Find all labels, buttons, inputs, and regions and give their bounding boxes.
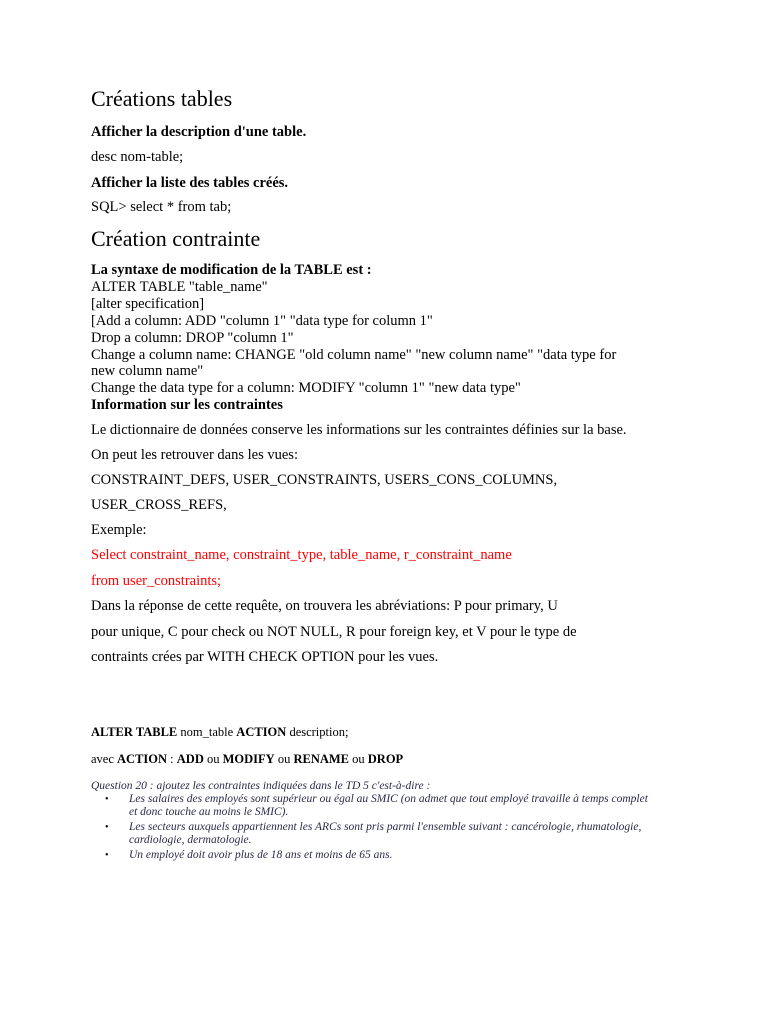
syntax-line: Change a column name: CHANGE "old column name" "new column name" "data type for — [91, 347, 617, 363]
list-item-text: Un employé doit avoir plus de 18 ans et moins de 65 ans. — [129, 849, 393, 861]
list-item-text: Les salaires des employés sont supérieur ou égal au SMIC (on admet que tout employé travaille à temps complet et donc touche au moins le SMIC). — [129, 793, 648, 818]
syntax-line: Change the data type for a column: MODIFY "column 1" "new data type" — [91, 380, 521, 396]
keyword-rename: RENAME — [293, 752, 350, 766]
avec-text: ou — [349, 752, 368, 766]
info-line: CONSTRAINT_DEFS, USER_CONSTRAINTS, USERS_CONS_COLUMNS, — [91, 472, 558, 488]
avec-text: ou — [203, 752, 223, 766]
keyword-action: ACTION — [236, 725, 287, 739]
bullet-icon: • — [105, 850, 109, 861]
list-heading: Afficher la liste des tables créés. — [91, 175, 289, 191]
question-block — [91, 780, 651, 864]
info-line: On peut les retrouver dans les vues: — [91, 447, 298, 463]
keyword-alter-table: ALTER TABLE — [91, 725, 178, 739]
bullet-icon: • — [105, 794, 109, 805]
keyword-modify: MODIFY — [222, 752, 275, 766]
info-line: USER_CROSS_REFS, — [91, 497, 227, 513]
list-command: SQL> select * from tab; — [91, 199, 232, 215]
avec-text: : — [167, 752, 177, 766]
bullet-list — [91, 793, 651, 862]
keyword-action: ACTION — [117, 752, 168, 766]
answer-line: contraints crées par WITH CHECK OPTION pour les vues. — [91, 649, 439, 665]
example-sql-line: Select constraint_name, constraint_type, table_name, r_constraint_name — [91, 547, 512, 563]
list-item — [105, 821, 651, 847]
question-text: Question 20 : ajoutez les contraintes indiquées dans le TD 5 c'est-à-dire : — [91, 780, 431, 792]
keyword-add: ADD — [176, 752, 204, 766]
desc-heading: Afficher la description d'une table. — [91, 124, 307, 140]
alter-table-line — [91, 725, 348, 740]
bullet-icon: • — [105, 822, 109, 833]
list-item — [105, 849, 651, 862]
syntax-line: [Add a column: ADD "column 1" "data type for column 1" — [91, 313, 433, 329]
info-line: Exemple: — [91, 522, 147, 538]
syntax-heading: La syntaxe de modification de la TABLE est : — [91, 262, 372, 278]
alter-text: nom_table — [177, 725, 237, 739]
desc-command: desc nom-table; — [91, 149, 184, 165]
syntax-line: ALTER TABLE "table_name" — [91, 279, 268, 295]
answer-line: pour unique, C pour check ou NOT NULL, R pour foreign key, et V pour le type de — [91, 624, 577, 640]
alter-text: description; — [286, 725, 349, 739]
keyword-drop: DROP — [367, 752, 404, 766]
answer-line: Dans la réponse de cette requête, on trouvera les abréviations: P pour primary, U — [91, 598, 558, 614]
example-sql-line: from user_constraints; — [91, 573, 222, 589]
list-item — [105, 793, 651, 819]
avec-text: avec — [91, 752, 118, 766]
avec-line — [91, 752, 403, 767]
avec-text: ou — [274, 752, 294, 766]
info-line: Le dictionnaire de données conserve les informations sur les contraintes définies sur la base. — [91, 422, 627, 438]
heading-creations-tables: Créations tables — [91, 86, 233, 111]
heading-creation-contrainte: Création contrainte — [91, 226, 261, 251]
list-item-text: Les secteurs auxquels appartiennent les ARCs sont pris parmi l'ensemble suivant : cancérologie, rhumatologie, cardiologie, dermatologie. — [129, 821, 642, 846]
syntax-line: [alter specification] — [91, 296, 205, 312]
syntax-line: Drop a column: DROP "column 1" — [91, 330, 294, 346]
info-heading: Information sur les contraintes — [91, 397, 283, 413]
syntax-line: new column name" — [91, 363, 204, 379]
